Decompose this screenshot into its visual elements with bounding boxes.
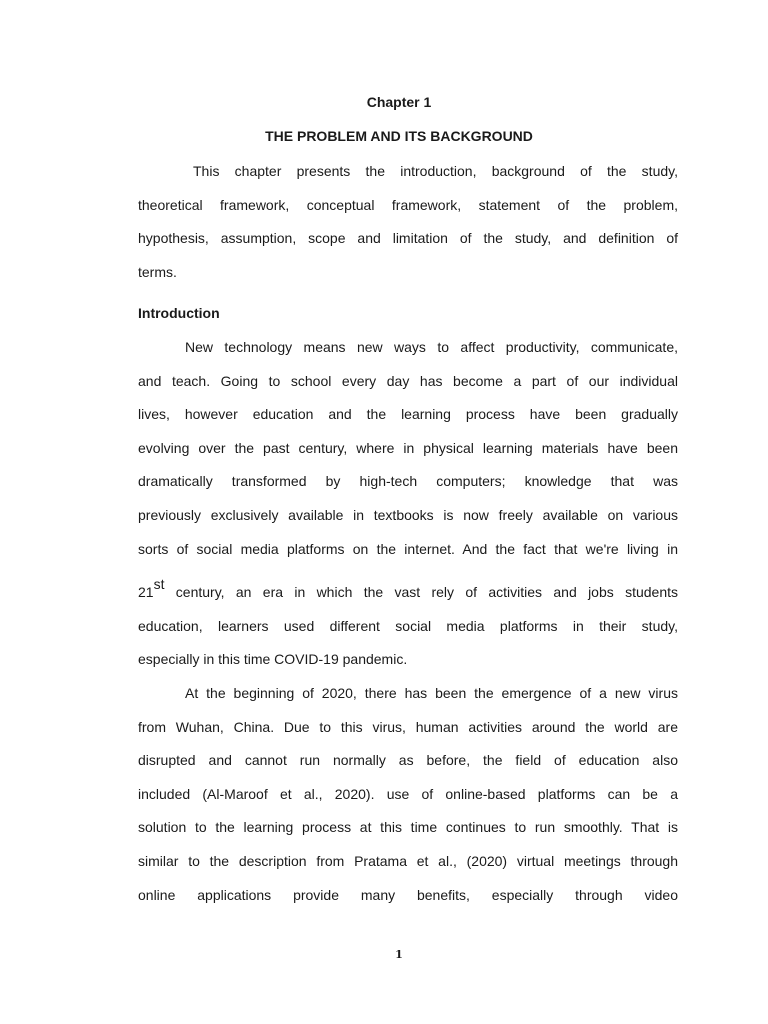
paragraph-line: theoretical framework, conceptual framework, statement of the problem, <box>138 196 678 213</box>
chapter-title: THE PROBLEM AND ITS BACKGROUND <box>265 128 533 144</box>
paragraph-line: included (Al-Maroof et al., 2020). use of online-based platforms can be a <box>138 785 678 802</box>
paragraph-line: education, learners used different social media platforms in their study, <box>138 617 678 634</box>
paragraph-line: previously exclusively available in textbooks is now freely available on various <box>138 506 678 523</box>
paragraph-line: similar to the description from Pratama et al., (2020) virtual meetings through <box>138 852 678 869</box>
paragraph-line: evolving over the past century, where in physical learning materials have been <box>138 439 678 456</box>
ordinal-suffix: st <box>153 576 165 593</box>
paragraph-line: At the beginning of 2020, there has been the emergence of a new virus <box>185 685 678 701</box>
paragraph-line: lives, however education and the learning process have been gradually <box>138 406 678 423</box>
chapter-intro-paragraph <box>138 155 678 289</box>
introduction-paragraph <box>138 331 678 677</box>
paragraph-line: This chapter presents the introduction, background of the study, <box>193 163 678 179</box>
line-remainder: century, an era in which the vast rely of activities and jobs students <box>164 584 678 601</box>
paragraph-line: solution to the learning process at this time continues to run smoothly. That is <box>138 819 678 836</box>
paragraph-line: New technology means new ways to affect productivity, communicate, <box>185 339 678 355</box>
chapter-label: Chapter 1 <box>366 94 432 110</box>
page-number: 1 <box>395 948 403 961</box>
section-heading-introduction: Introduction <box>138 305 220 321</box>
paragraph-line: disrupted and cannot run normally as before, the field of education also <box>138 752 678 769</box>
paragraph-line: online applications provide many benefits, especially through video <box>138 886 678 903</box>
paragraph-line: dramatically transformed by high-tech computers; knowledge that was <box>138 473 678 490</box>
ordinal-number: 21 <box>138 584 154 601</box>
paragraph-line: hypothesis, assumption, scope and limitation of the study, and definition of <box>138 230 678 247</box>
paragraph-line: from Wuhan, China. Due to this virus, human activities around the world are <box>138 718 678 735</box>
paragraph-line: especially in this time COVID-19 pandemic. <box>138 651 408 668</box>
paragraph-line: sorts of social media platforms on the internet. And the fact that we're living in <box>138 540 678 557</box>
covid-paragraph <box>138 677 678 912</box>
paragraph-line-with-superscript <box>138 566 678 610</box>
paragraph-line: and teach. Going to school every day has become a part of our individual <box>138 372 678 389</box>
paragraph-line: terms. <box>138 263 177 280</box>
